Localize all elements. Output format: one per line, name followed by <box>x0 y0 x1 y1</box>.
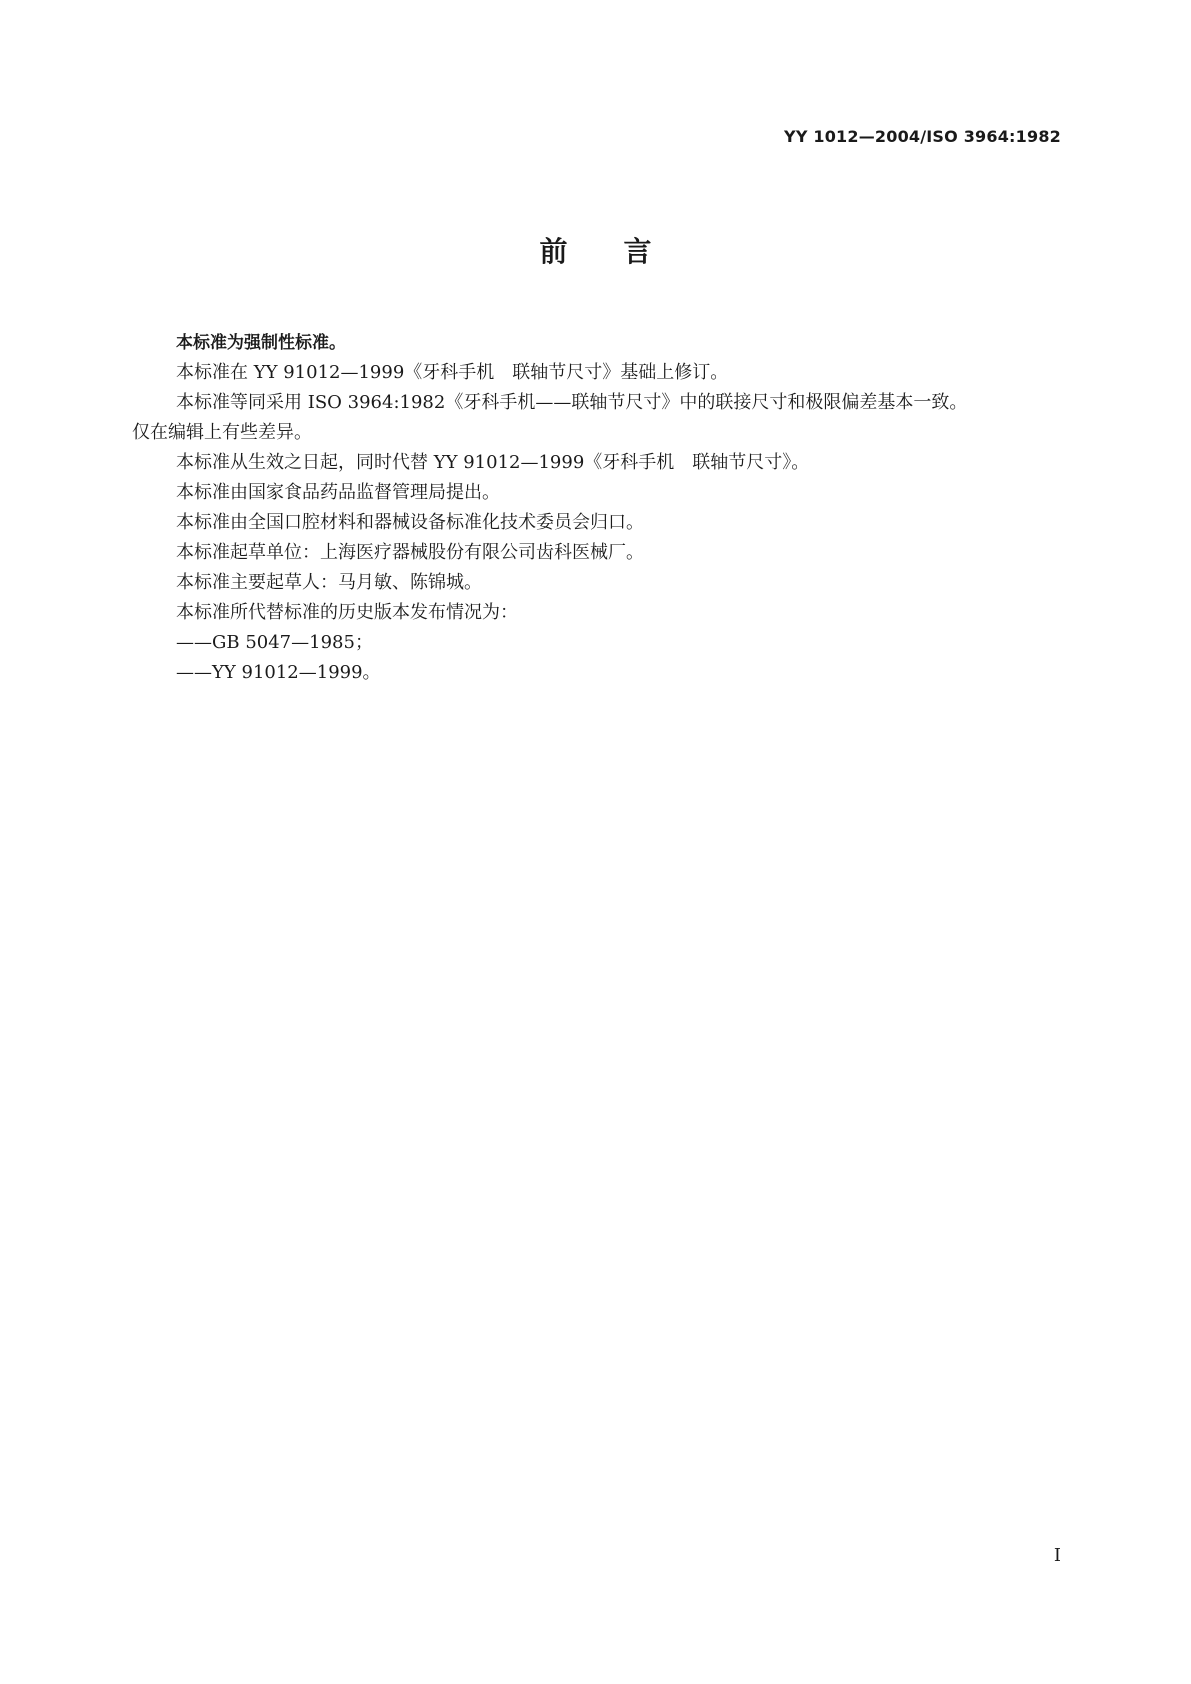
page-number: I <box>1053 1545 1061 1566</box>
paragraph-centralized-by: 本标准由全国口腔材料和器械设备标准化技术委员会归口。 <box>176 512 644 533</box>
paragraph-replacement: 本标准从生效之日起，同时代替 YY 91012—1999《牙科手机 联轴节尺寸》。 <box>176 452 810 473</box>
paragraph-drafters: 本标准主要起草人：马月敏、陈锦城。 <box>176 572 482 593</box>
paragraph-adoption: 本标准等同采用 ISO 3964:1982《牙科手机——联轴节尺寸》中的联接尺寸和极限偏差基本一致。 <box>176 392 968 413</box>
paragraph-proposed-by: 本标准由国家食品药品监督管理局提出。 <box>176 482 500 503</box>
history-item-gb: ——GB 5047—1985； <box>176 632 373 653</box>
document-body <box>132 328 1062 688</box>
page-title: 前 言 <box>539 235 652 268</box>
paragraph-mandatory: 本标准为强制性标准。 <box>176 333 346 353</box>
paragraph-revision: 本标准在 YY 91012—1999《牙科手机 联轴节尺寸》基础上修订。 <box>176 362 729 383</box>
paragraph-adoption-continued: 仅在编辑上有些差异。 <box>132 422 312 443</box>
history-item-yy: ——YY 91012—1999。 <box>176 662 381 683</box>
standard-code: YY 1012—2004/ISO 3964:1982 <box>784 127 1061 146</box>
paragraph-drafting-unit: 本标准起草单位：上海医疗器械股份有限公司齿科医械厂。 <box>176 542 644 563</box>
paragraph-history-intro: 本标准所代替标准的历史版本发布情况为： <box>176 602 518 623</box>
